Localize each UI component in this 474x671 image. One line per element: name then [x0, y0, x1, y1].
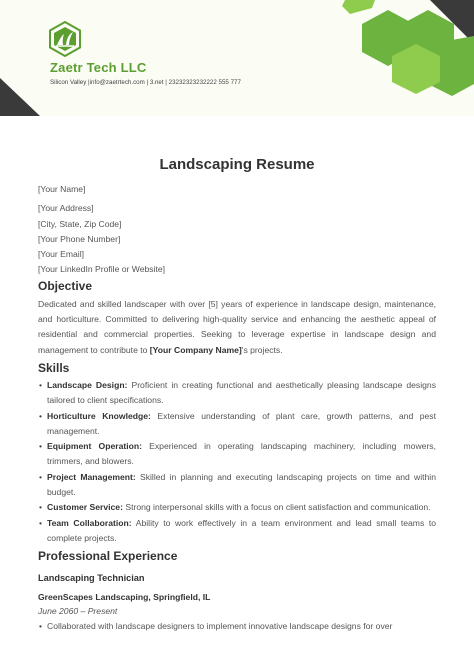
objective-text-after: 's projects.	[241, 344, 283, 355]
resume-body	[38, 156, 436, 635]
objective-heading: Objective	[38, 278, 93, 293]
skill-text: Skilled in planning and executing landscaping projects on time and within budget.	[47, 471, 436, 498]
phone-field: [Your Phone Number]	[38, 233, 121, 244]
skill-text: Experienced in operating landscaping machinery, including mowers, trimmers, and blowers.	[47, 441, 436, 467]
list-item	[38, 378, 436, 409]
job-dates: June 2060 – Present	[38, 606, 118, 617]
name-field: [Your Name]	[38, 184, 86, 194]
list-item	[38, 470, 436, 501]
job-company: GreenScapes Landscaping, Springfield, IL	[38, 592, 211, 603]
list-item	[38, 409, 436, 440]
company-name: Zaetr Tech LLC	[50, 60, 147, 75]
skill-label: Equipment Operation:	[47, 441, 142, 452]
leaf-logo-icon	[49, 21, 81, 57]
email-field: [Your Email]	[38, 249, 85, 260]
hexagon-decoration	[0, 0, 474, 116]
list-item	[38, 500, 436, 515]
list-item	[38, 439, 436, 470]
address-field: [Your Address]	[38, 203, 94, 214]
experience-bullet-text: Collaborated with landscape designers to implement innovative landscape designs for over	[47, 621, 393, 632]
skill-text: Extensive understanding of plant care, growth patterns, and pest management.	[47, 410, 436, 436]
experience-heading: Professional Experience	[38, 549, 178, 564]
linkedin-field: [Your LinkedIn Profile or Website]	[38, 264, 166, 275]
skill-label: Horticulture Knowledge:	[47, 410, 151, 421]
skill-label: Team Collaboration:	[47, 517, 132, 528]
corner-triangle-left	[0, 78, 40, 116]
list-item	[38, 619, 436, 634]
resume-title: Landscaping Resume	[159, 156, 315, 173]
job-role: Landscaping Technician	[38, 573, 145, 584]
company-placeholder: [Your Company Name]	[149, 344, 242, 355]
skills-list	[38, 378, 436, 546]
hexagon-small-top	[342, 0, 375, 14]
company-contact-info: Silicon Valley |info@zaetrtech.com | 3.net | 23232323232222 555 777	[50, 79, 241, 86]
skill-text: Strong interpersonal skills with a focus on client satisfaction and communication.	[122, 502, 431, 513]
experience-list	[38, 619, 436, 634]
skills-heading: Skills	[38, 360, 70, 375]
list-item	[38, 516, 436, 547]
city-field: [City, State, Zip Code]	[38, 218, 122, 229]
skill-label: Customer Service:	[47, 502, 123, 513]
skill-label: Project Management:	[47, 471, 136, 482]
objective-text-before: Dedicated and skilled landscaper with over [5] years of experience in landscape design, maintenance, and horticulture. Committed to delivering high-quality service and enhancing the aesthetic appeal of residential and commercial properties. Seeking to leverage expertise in landscape design and management to contribute to	[38, 298, 436, 355]
letterhead-header	[0, 0, 474, 116]
skill-text: Proficient in creating functional and aesthetically pleasing landscape designs tailored to client specifications.	[47, 379, 436, 406]
skill-label: Landscape Design:	[47, 379, 128, 390]
objective-text	[38, 297, 436, 358]
skill-text: Ability to work effectively in a team environment and lead small teams to complete projects.	[47, 517, 436, 543]
